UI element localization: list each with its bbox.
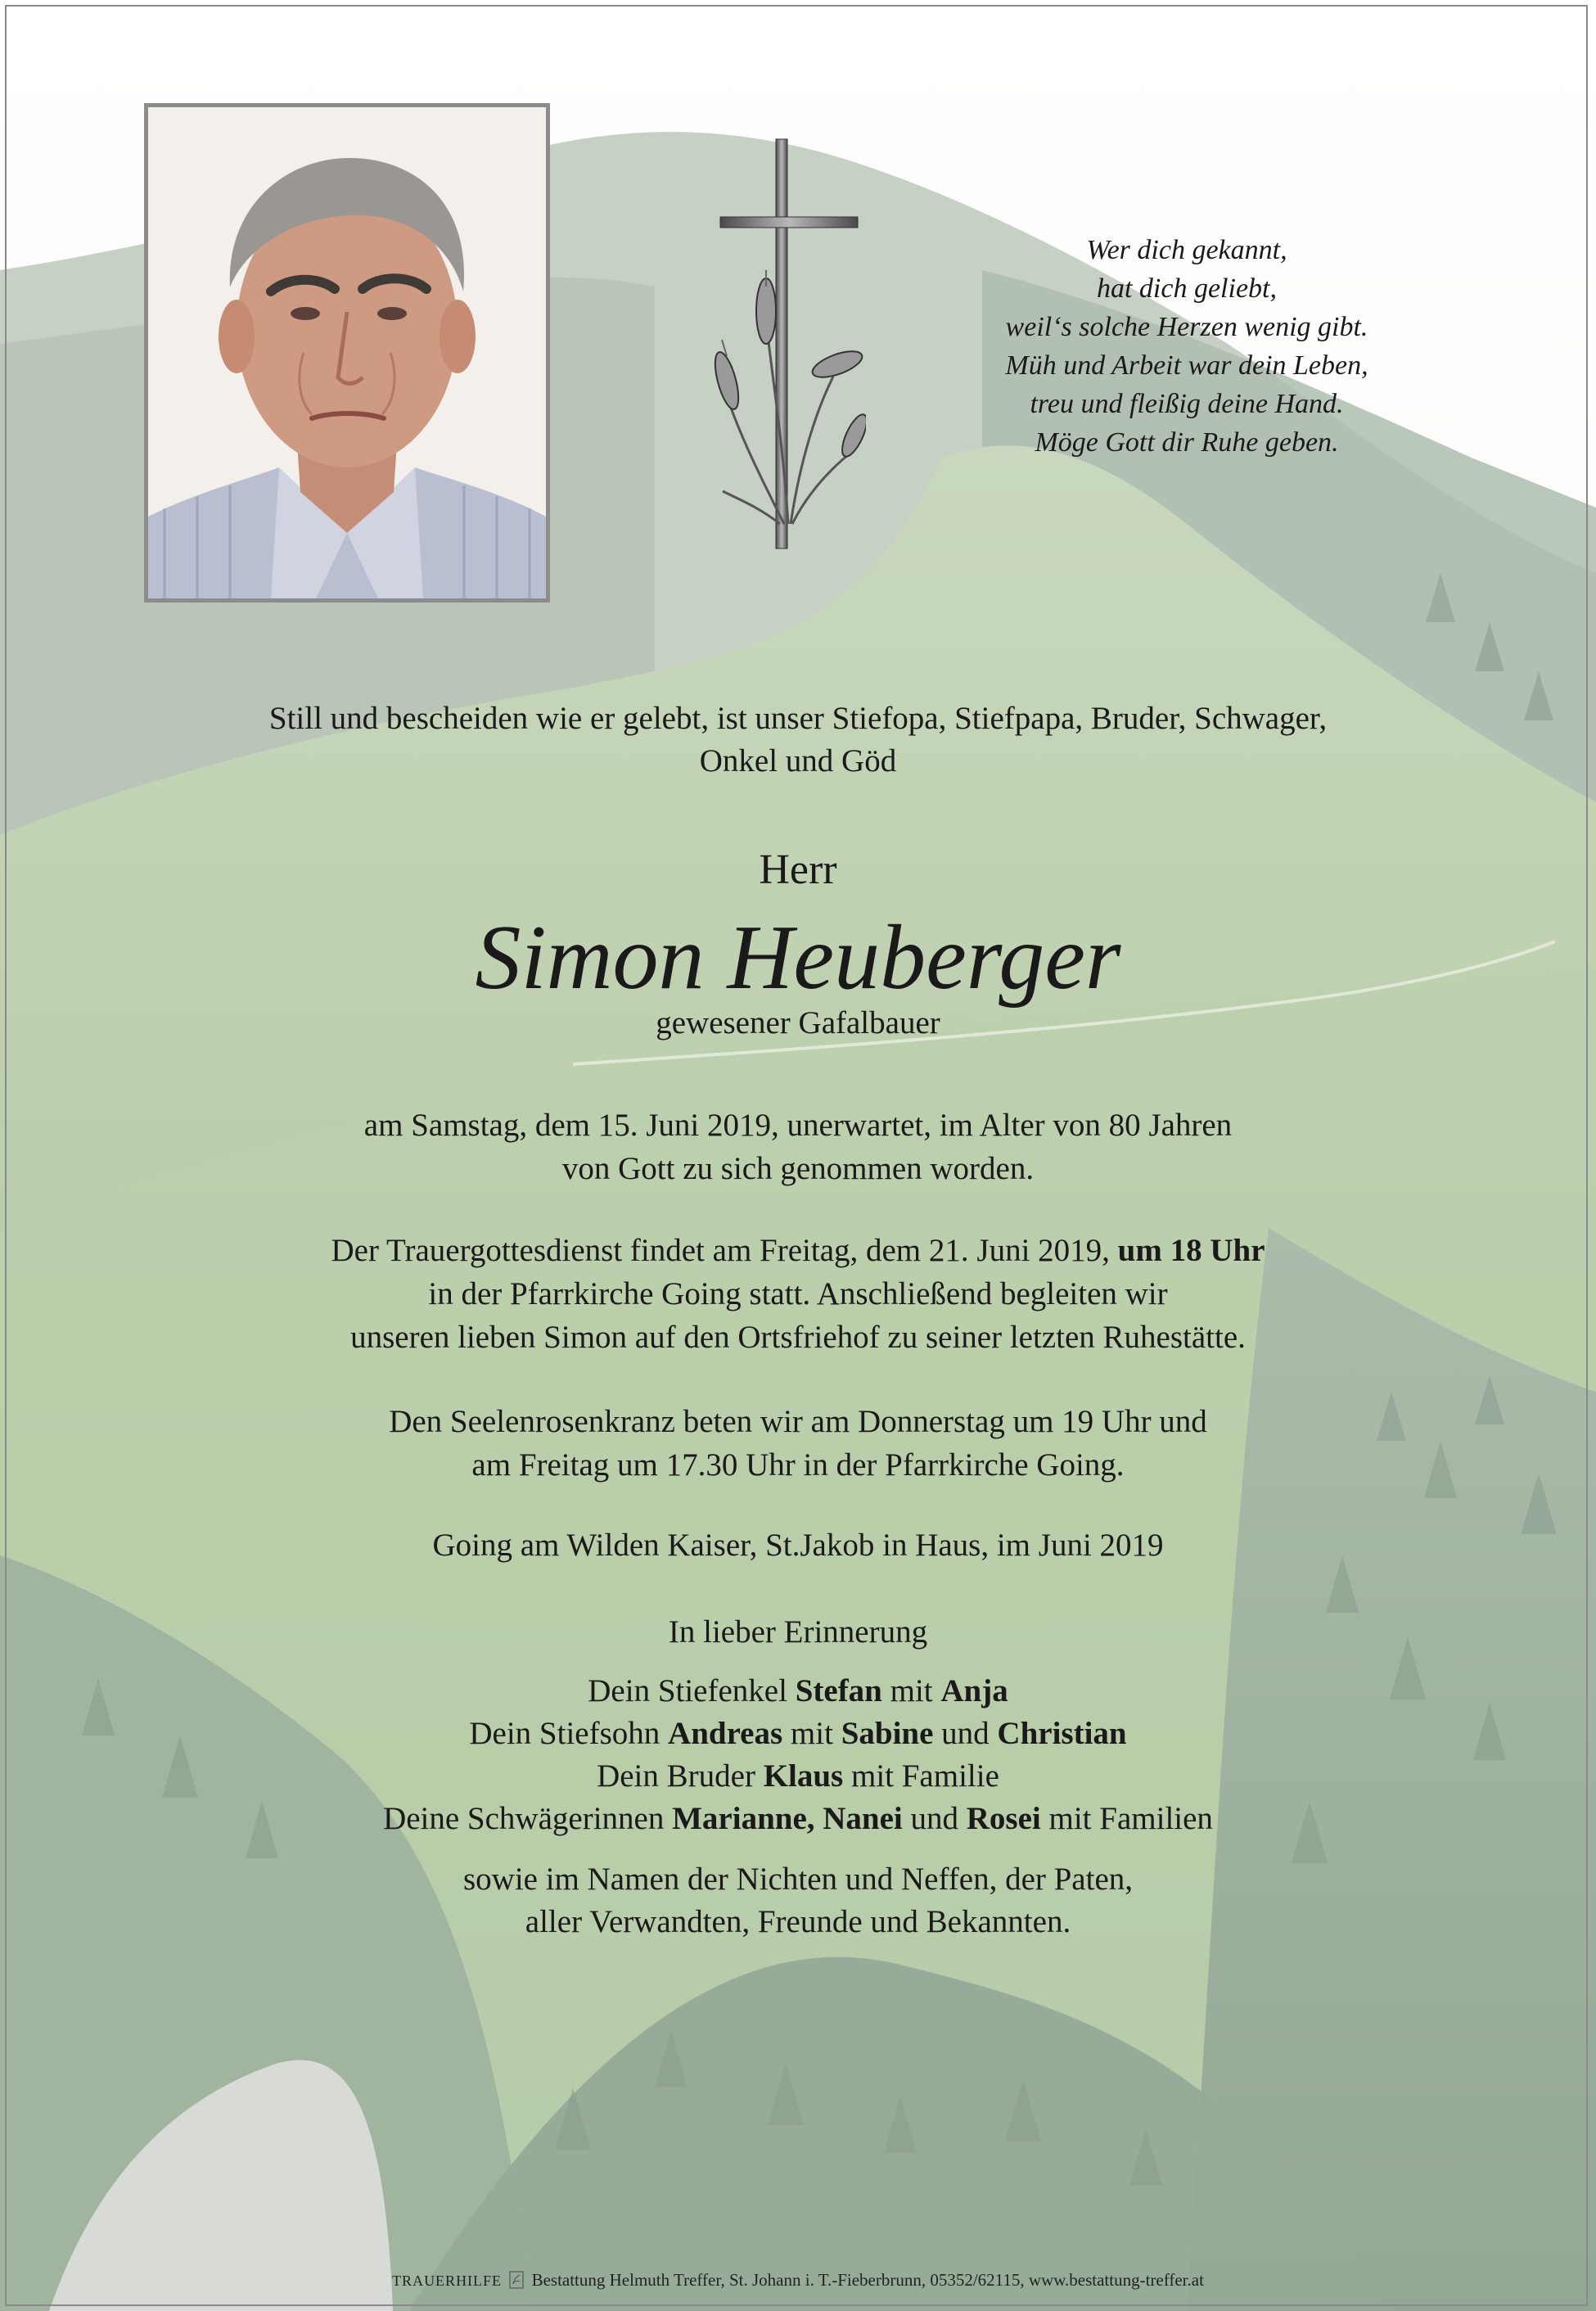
intro-text [0, 697, 1596, 783]
rosary-notice [0, 1400, 1596, 1487]
funeral-service [0, 1229, 1596, 1359]
poem-line: Möge Gott dir Ruhe geben. [1035, 427, 1339, 458]
rosary-line-2: am Freitag um 17.30 Uhr in der Pfarrkirche Going. [471, 1447, 1125, 1483]
family-row [0, 1755, 1596, 1798]
death-notice [0, 1104, 1596, 1190]
rosary-line-1: Den Seelenrosenkranz beten wir am Donnerstag um 19 Uhr und [389, 1404, 1207, 1439]
footer-label: TRAUERHILFE [392, 2273, 503, 2289]
family-name: Rosei [966, 1801, 1041, 1836]
service-line-1 [0, 1229, 1596, 1272]
family-row [0, 1670, 1596, 1713]
connector: und [941, 1716, 990, 1751]
death-notice-line-1: am Samstag, dem 15. Juni 2019, unerwartet, im Alter von 80 Jahren [363, 1108, 1233, 1143]
occupation: gewesener Gafalbauer [656, 1005, 940, 1040]
poem-line: treu und fleißig deine Hand. [1030, 389, 1344, 419]
family-name: Stefan [795, 1673, 882, 1708]
cross-with-wheat-icon [710, 131, 866, 557]
undertaker-logo-icon [509, 2271, 524, 2289]
connector: und [910, 1801, 959, 1836]
family-name: Sabine [841, 1716, 934, 1751]
relation: Dein Stiefsohn [469, 1716, 660, 1751]
poem-line: Müh und Arbeit war dein Leben, [1005, 350, 1368, 381]
poem [941, 231, 1432, 462]
portrait-photo [144, 103, 550, 603]
family-name: Marianne, Nanei [672, 1801, 903, 1836]
connector: mit Familie [850, 1758, 999, 1794]
poem-line: hat dich geliebt, [1096, 273, 1277, 304]
footer-text: Bestattung Helmuth Treffer, St. Johann i. T.-Fieberbrunn, 05352/62115, www.bestattung-treffer.at [531, 2270, 1204, 2290]
closing-line-2: aller Verwandten, Freunde und Bekannten. [525, 1904, 1071, 1939]
relation: Dein Bruder [597, 1758, 755, 1794]
service-line-2: in der Pfarrkirche Going statt. Anschließend begleiten wir [428, 1276, 1168, 1311]
poem-line: Wer dich gekannt, [1086, 235, 1287, 265]
family-name: Anja [940, 1673, 1008, 1708]
salutation: Herr [759, 846, 837, 893]
family-name: Christian [997, 1716, 1127, 1751]
place-date: Going am Wilden Kaiser, St.Jakob in Haus, im Juni 2019 [432, 1528, 1164, 1563]
relation: Dein Stiefenkel [588, 1673, 787, 1708]
intro-line-1: Still und bescheiden wie er gelebt, ist unser Stiefopa, Stiefpapa, Bruder, Schwager, [268, 701, 1328, 736]
connector: mit [790, 1716, 833, 1751]
connector: mit [890, 1673, 933, 1708]
closing-text [0, 1858, 1596, 1943]
family-row [0, 1713, 1596, 1755]
intro-line-2: Onkel und Göd [699, 743, 897, 779]
service-text: Der Trauergottesdienst findet am Freitag, dem 21. Juni 2019, [331, 1233, 1110, 1268]
service-time: um 18 Uhr [1117, 1233, 1265, 1268]
relation: Deine Schwägerinnen [383, 1801, 665, 1836]
family-name: Andreas [668, 1716, 783, 1751]
family-list [0, 1670, 1596, 1840]
family-row [0, 1798, 1596, 1840]
connector: mit Familien [1048, 1801, 1213, 1836]
poem-line: weil‘s solche Herzen wenig gibt. [1005, 312, 1368, 342]
closing-line-1: sowie im Namen der Nichten und Neffen, der Paten, [462, 1862, 1134, 1897]
footer [0, 2269, 1596, 2291]
family-name: Klaus [763, 1758, 844, 1794]
death-notice-line-2: von Gott zu sich genommen worden. [561, 1151, 1035, 1186]
service-line-3: unseren lieben Simon auf den Ortsfriehof zu seiner letzten Ruhestätte. [350, 1320, 1246, 1355]
deceased-name: Simon Heuberger [475, 907, 1121, 1009]
memory-heading: In lieber Erinnerung [668, 1614, 928, 1650]
